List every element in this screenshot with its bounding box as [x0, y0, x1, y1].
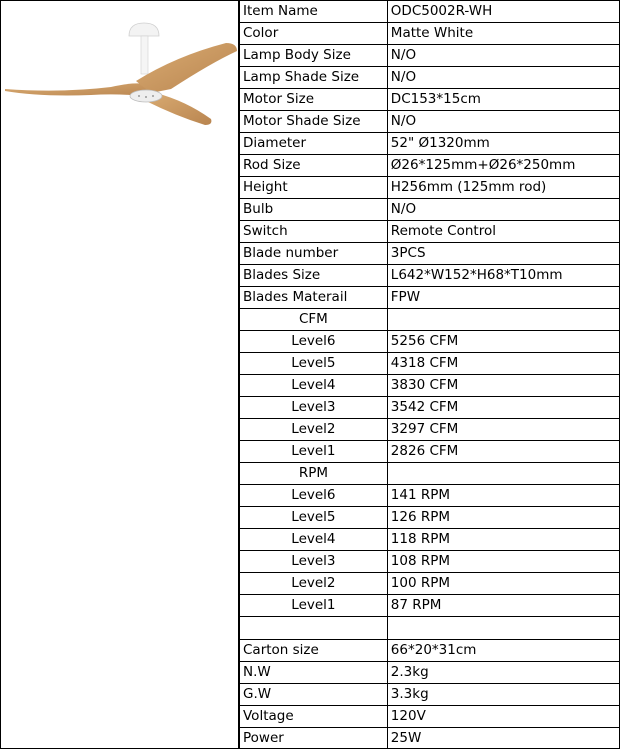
product-image-cell	[1, 1, 239, 748]
cfm-header: CFM	[240, 309, 388, 331]
table-row	[240, 573, 620, 595]
spec-value: Ø26*125mm+Ø26*250mm	[387, 155, 619, 177]
cfm-level-label: Level2	[240, 419, 388, 441]
rpm-header: RPM	[240, 463, 388, 485]
rpm-level-value: 87 RPM	[387, 595, 619, 617]
table-row	[240, 155, 620, 177]
table-row	[240, 111, 620, 133]
cfm-level-label: Level3	[240, 397, 388, 419]
table-row	[240, 728, 620, 749]
table-row	[240, 23, 620, 45]
cfm-level-value: 4318 CFM	[387, 353, 619, 375]
rpm-header-row	[240, 463, 620, 485]
table-row	[240, 243, 620, 265]
spec-label: Rod Size	[240, 155, 388, 177]
spec-value: L642*W152*H68*T10mm	[387, 265, 619, 287]
rpm-level-label: Level5	[240, 507, 388, 529]
packing-label: Voltage	[240, 706, 388, 728]
rpm-level-label: Level6	[240, 485, 388, 507]
cfm-level-value: 3830 CFM	[387, 375, 619, 397]
spec-value: 3PCS	[387, 243, 619, 265]
table-row	[240, 199, 620, 221]
rpm-level-label: Level2	[240, 573, 388, 595]
spec-value: N/O	[387, 199, 619, 221]
cfm-level-value: 2826 CFM	[387, 441, 619, 463]
spec-label: Motor Size	[240, 89, 388, 111]
empty-cell	[240, 617, 388, 640]
spec-label: Motor Shade Size	[240, 111, 388, 133]
spec-label: Item Name	[240, 1, 388, 23]
packing-value: 2.3kg	[387, 662, 619, 684]
table-row	[240, 265, 620, 287]
table-row	[240, 221, 620, 243]
cfm-level-value: 3542 CFM	[387, 397, 619, 419]
table-row	[240, 1, 620, 23]
table-row	[240, 287, 620, 309]
rpm-level-value: 108 RPM	[387, 551, 619, 573]
cfm-level-label: Level6	[240, 331, 388, 353]
spec-label: Blades Materail	[240, 287, 388, 309]
cfm-header-row	[240, 309, 620, 331]
spec-value: N/O	[387, 67, 619, 89]
spec-value: N/O	[387, 111, 619, 133]
spec-table	[239, 1, 619, 749]
table-row	[240, 684, 620, 706]
spec-value: N/O	[387, 45, 619, 67]
empty-cell	[387, 617, 619, 640]
cfm-level-value: 5256 CFM	[387, 331, 619, 353]
packing-value: 66*20*31cm	[387, 640, 619, 662]
cfm-level-label: Level4	[240, 375, 388, 397]
table-row	[240, 419, 620, 441]
rpm-level-label: Level4	[240, 529, 388, 551]
table-row	[240, 662, 620, 684]
spec-label: Lamp Body Size	[240, 45, 388, 67]
table-row	[240, 133, 620, 155]
table-row	[240, 507, 620, 529]
spec-label: Diameter	[240, 133, 388, 155]
spec-value: FPW	[387, 287, 619, 309]
table-row	[240, 375, 620, 397]
spec-label: Bulb	[240, 199, 388, 221]
spec-label: Blade number	[240, 243, 388, 265]
rpm-level-value: 100 RPM	[387, 573, 619, 595]
packing-label: G.W	[240, 684, 388, 706]
spec-label: Color	[240, 23, 388, 45]
packing-label: Carton size	[240, 640, 388, 662]
table-row	[240, 353, 620, 375]
spec-value: ODC5002R-WH	[387, 1, 619, 23]
spec-value: H256mm (125mm rod)	[387, 177, 619, 199]
table-row	[240, 397, 620, 419]
rpm-level-label: Level3	[240, 551, 388, 573]
rpm-level-label: Level1	[240, 595, 388, 617]
table-row	[240, 67, 620, 89]
cfm-level-label: Level1	[240, 441, 388, 463]
spacer-row	[240, 617, 620, 640]
packing-label: Power	[240, 728, 388, 749]
packing-value: 3.3kg	[387, 684, 619, 706]
table-row	[240, 706, 620, 728]
rpm-level-value: 141 RPM	[387, 485, 619, 507]
spec-label: Switch	[240, 221, 388, 243]
table-row	[240, 177, 620, 199]
table-row	[240, 441, 620, 463]
spec-label: Blades Size	[240, 265, 388, 287]
rpm-level-value: 126 RPM	[387, 507, 619, 529]
table-row	[240, 45, 620, 67]
spec-value: Remote Control	[387, 221, 619, 243]
empty-cell	[387, 309, 619, 331]
cfm-level-label: Level5	[240, 353, 388, 375]
packing-label: N.W	[240, 662, 388, 684]
table-row	[240, 331, 620, 353]
table-row	[240, 595, 620, 617]
ceiling-fan-image	[1, 1, 241, 151]
empty-cell	[387, 463, 619, 485]
rpm-level-value: 118 RPM	[387, 529, 619, 551]
packing-value: 120V	[387, 706, 619, 728]
table-row	[240, 89, 620, 111]
table-row	[240, 640, 620, 662]
table-row	[240, 551, 620, 573]
spec-value: 52" Ø1320mm	[387, 133, 619, 155]
spec-label: Height	[240, 177, 388, 199]
table-row	[240, 485, 620, 507]
spec-label: Lamp Shade Size	[240, 67, 388, 89]
cfm-level-value: 3297 CFM	[387, 419, 619, 441]
packing-value: 25W	[387, 728, 619, 749]
spec-value: DC153*15cm	[387, 89, 619, 111]
table-row	[240, 529, 620, 551]
spec-value: Matte White	[387, 23, 619, 45]
